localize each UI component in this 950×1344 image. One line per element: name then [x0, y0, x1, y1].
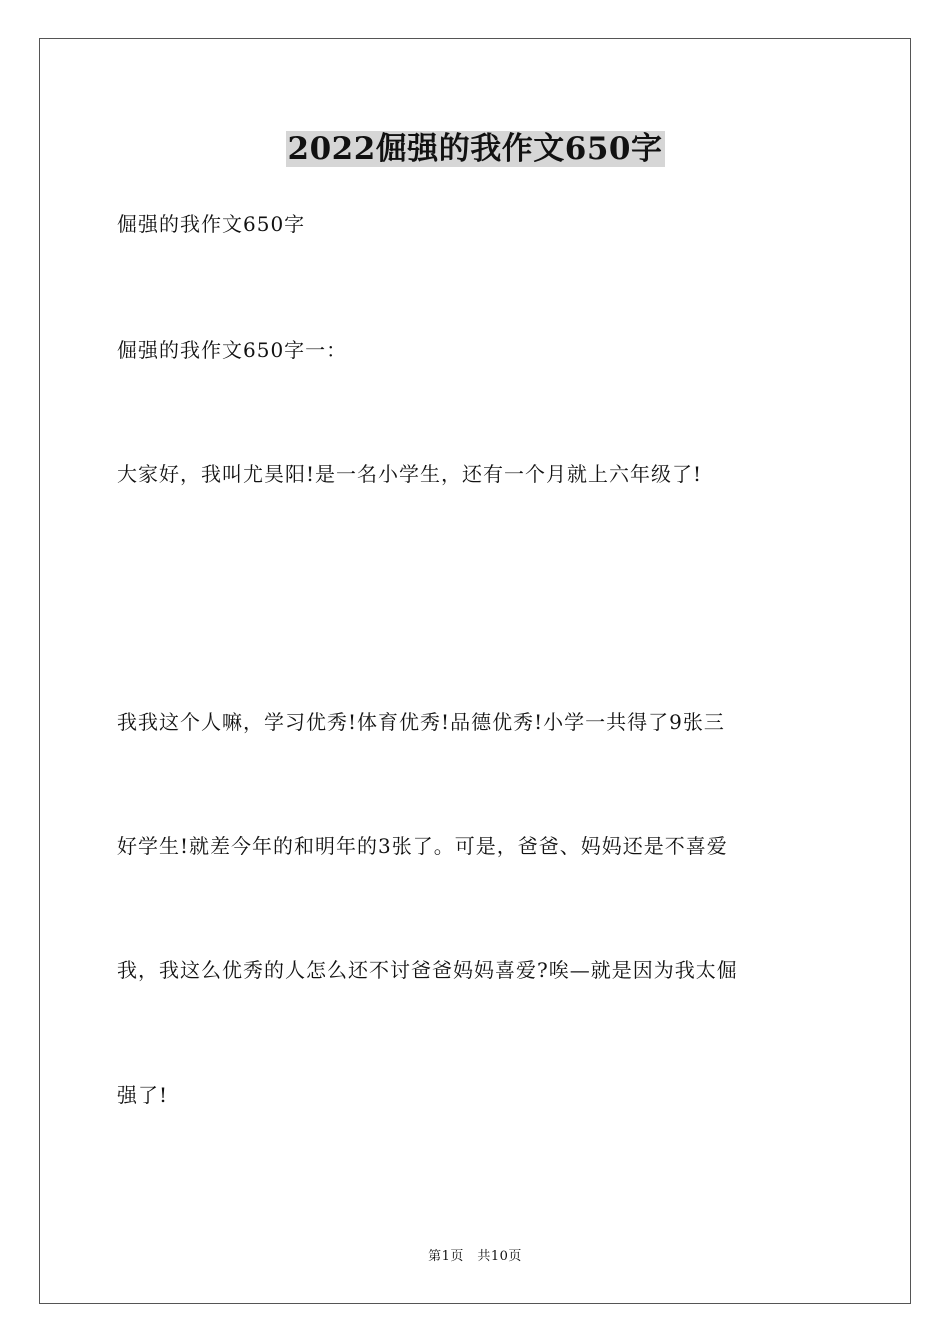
page-footer: 第1页 共10页: [428, 1249, 522, 1264]
paragraph-body: 强了!: [117, 1083, 169, 1107]
paragraph-section-heading: 倔强的我作文650字一：: [117, 338, 348, 362]
document-title-text: 2022倔强的我作文650字: [287, 131, 663, 167]
paragraph-body: 大家好，我叫尤昊阳!是一名小学生，还有一个月就上六年级了!: [117, 462, 703, 486]
paragraph-body: 好学生!就差今年的和明年的3张了。可是，爸爸、妈妈还是不喜爱: [117, 834, 728, 858]
paragraph-body: 我，我这么优秀的人怎么还不讨爸爸妈妈喜爱?唉—就是因为我太倔: [117, 958, 738, 982]
document-title: [0, 124, 950, 174]
paragraph-body: 我我这个人嘛，学习优秀!体育优秀!品德优秀!小学一共得了9张三: [117, 710, 725, 734]
paragraph-subtitle: 倔强的我作文650字: [117, 212, 306, 236]
